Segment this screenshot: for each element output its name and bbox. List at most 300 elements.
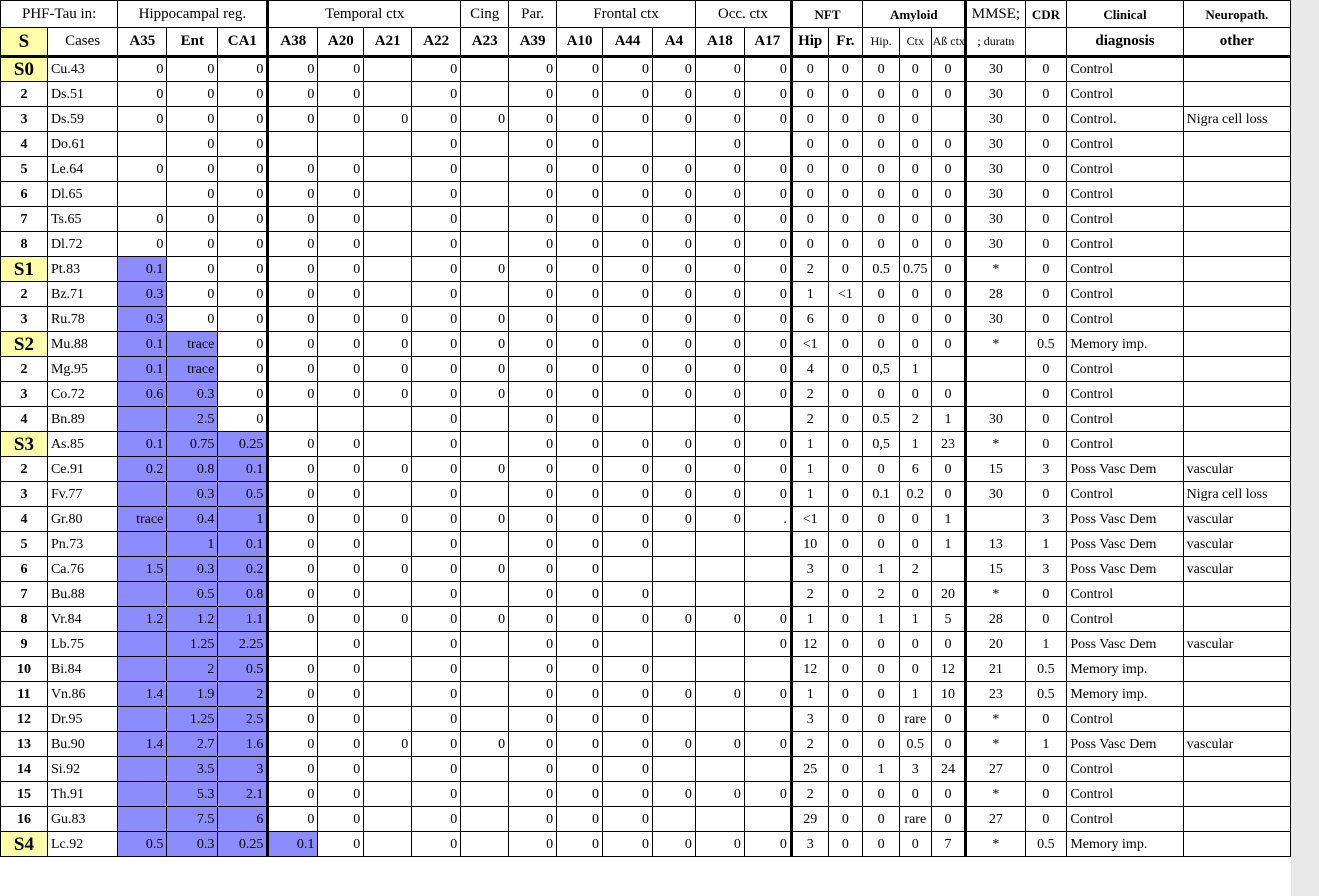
value-cell: 0 (118, 107, 167, 132)
value-cell: trace (118, 507, 167, 532)
value-cell: 2 (899, 407, 931, 432)
value-cell: 0 (557, 682, 603, 707)
value-cell: 3 (791, 557, 828, 582)
value-cell (1183, 182, 1290, 207)
value-cell: Memory imp. (1067, 657, 1183, 682)
value-cell: 1 (899, 357, 931, 382)
table-row[interactable] (1, 207, 1291, 232)
value-cell: 2.5 (167, 407, 218, 432)
table-row[interactable] (1, 257, 1291, 282)
case-id: Mg.95 (47, 357, 117, 382)
value-cell: 5.3 (167, 782, 218, 807)
value-cell: 0 (1025, 357, 1067, 382)
value-cell: 0 (268, 582, 318, 607)
value-cell: vascular (1183, 457, 1290, 482)
value-cell: 1 (931, 532, 966, 557)
value-cell: 0 (899, 107, 931, 132)
row-index: 8 (1, 232, 48, 257)
value-cell: 2 (791, 382, 828, 407)
value-cell: 0 (603, 207, 653, 232)
value-cell: 0 (1025, 257, 1067, 282)
header-area-cell: A35 (118, 28, 167, 57)
value-cell: 1 (863, 607, 900, 632)
value-cell: 0 (899, 232, 931, 257)
value-cell: 0 (931, 182, 966, 207)
value-cell: Control (1067, 607, 1183, 632)
value-cell: 0 (695, 182, 744, 207)
row-index: 15 (1, 782, 48, 807)
value-cell: 0 (899, 82, 931, 107)
value-cell: 0.3 (118, 307, 167, 332)
value-cell (653, 407, 696, 432)
case-id: Mu.88 (47, 332, 117, 357)
header-row-groups (1, 1, 1291, 28)
value-cell: 0 (412, 757, 461, 782)
case-id: Co.72 (47, 382, 117, 407)
header-area-cell: diagnosis (1067, 28, 1183, 57)
value-cell: * (966, 732, 1025, 757)
table-row[interactable] (1, 632, 1291, 657)
value-cell (364, 282, 412, 307)
row-index: 2 (1, 282, 48, 307)
value-cell: 0 (863, 832, 900, 857)
case-id: Ru.78 (47, 307, 117, 332)
table-row[interactable] (1, 157, 1291, 182)
value-cell: 0 (318, 832, 364, 857)
value-cell (461, 682, 509, 707)
value-cell (966, 382, 1025, 407)
table-row[interactable] (1, 57, 1291, 82)
table-row[interactable] (1, 382, 1291, 407)
value-cell: 0 (931, 782, 966, 807)
value-cell: 0.25 (218, 832, 268, 857)
table-row[interactable] (1, 357, 1291, 382)
table-row[interactable] (1, 132, 1291, 157)
value-cell (744, 707, 791, 732)
row-index: 5 (1, 157, 48, 182)
value-cell: 0 (931, 307, 966, 332)
value-cell: 0 (318, 557, 364, 582)
value-cell: 0 (218, 57, 268, 82)
value-cell: 0 (931, 82, 966, 107)
value-cell: 0 (509, 207, 557, 232)
value-cell (461, 57, 509, 82)
value-cell: 0 (167, 182, 218, 207)
value-cell: 0 (695, 482, 744, 507)
case-id: Ca.76 (47, 557, 117, 582)
table-row[interactable] (1, 232, 1291, 257)
value-cell: 0 (218, 357, 268, 382)
value-cell (268, 632, 318, 657)
value-cell: 0 (557, 232, 603, 257)
value-cell: 0 (268, 82, 318, 107)
value-cell: 0 (653, 207, 696, 232)
table-row[interactable] (1, 407, 1291, 432)
table-row[interactable] (1, 557, 1291, 582)
value-cell: Control (1067, 132, 1183, 157)
value-cell: * (966, 257, 1025, 282)
value-cell: 0 (603, 657, 653, 682)
value-cell: 0 (1025, 782, 1067, 807)
value-cell: 0 (931, 482, 966, 507)
value-cell: 0 (167, 107, 218, 132)
value-cell: 0 (828, 807, 863, 832)
value-cell: 0 (791, 57, 828, 82)
value-cell: 27 (966, 757, 1025, 782)
value-cell: 0 (167, 132, 218, 157)
table-row[interactable] (1, 707, 1291, 732)
value-cell (1183, 707, 1290, 732)
table-row[interactable] (1, 107, 1291, 132)
header-area-cell: Cases (47, 28, 117, 57)
value-cell: 2 (791, 582, 828, 607)
row-index: 11 (1, 682, 48, 707)
value-cell: 0 (931, 132, 966, 157)
value-cell: Memory imp. (1067, 682, 1183, 707)
value-cell: 0 (863, 82, 900, 107)
value-cell: 0 (509, 707, 557, 732)
header-area-cell: A18 (695, 28, 744, 57)
value-cell: 1 (1025, 532, 1067, 557)
row-index: 7 (1, 582, 48, 607)
case-id: Vn.86 (47, 682, 117, 707)
value-cell: 0 (695, 257, 744, 282)
value-cell: 0 (744, 457, 791, 482)
value-cell: 0 (828, 107, 863, 132)
value-cell: 0 (318, 582, 364, 607)
case-id: Bu.90 (47, 732, 117, 757)
value-cell: 0 (412, 557, 461, 582)
value-cell: 0 (899, 507, 931, 532)
value-cell (364, 632, 412, 657)
value-cell: 0.5 (218, 657, 268, 682)
value-cell: 0 (318, 257, 364, 282)
table-row[interactable] (1, 457, 1291, 482)
value-cell: 0 (603, 682, 653, 707)
value-cell: 0 (167, 207, 218, 232)
value-cell: 0 (557, 382, 603, 407)
table-row[interactable] (1, 607, 1291, 632)
table-row[interactable] (1, 657, 1291, 682)
value-cell: 0 (318, 432, 364, 457)
value-cell (318, 407, 364, 432)
value-cell: 0 (412, 607, 461, 632)
value-cell: 0 (461, 507, 509, 532)
value-cell: 0 (695, 107, 744, 132)
value-cell: 0 (744, 257, 791, 282)
value-cell: 0 (412, 507, 461, 532)
case-id: Ds.51 (47, 82, 117, 107)
value-cell: 0.5 (1025, 657, 1067, 682)
value-cell: 0.1 (118, 257, 167, 282)
value-cell: 0 (1025, 207, 1067, 232)
row-index: 10 (1, 657, 48, 682)
value-cell (364, 157, 412, 182)
value-cell (461, 707, 509, 732)
value-cell: 0 (412, 682, 461, 707)
value-cell: 0 (791, 82, 828, 107)
table-row[interactable] (1, 307, 1291, 332)
value-cell: 0 (863, 457, 900, 482)
value-cell: 0 (828, 332, 863, 357)
value-cell: 0 (509, 107, 557, 132)
value-cell (1183, 582, 1290, 607)
value-cell: 30 (966, 207, 1025, 232)
table-row[interactable] (1, 782, 1291, 807)
value-cell: 0 (268, 682, 318, 707)
value-cell: 0 (557, 107, 603, 132)
value-cell: 0 (509, 457, 557, 482)
value-cell: 0 (603, 482, 653, 507)
value-cell: 0 (412, 632, 461, 657)
header-area-cell: CA1 (218, 28, 268, 57)
value-cell: 0 (653, 607, 696, 632)
value-cell: 0 (695, 282, 744, 307)
value-cell: 0 (268, 232, 318, 257)
value-cell: 0 (412, 207, 461, 232)
value-cell: Poss Vasc Dem (1067, 457, 1183, 482)
table-row[interactable] (1, 432, 1291, 457)
value-cell: 0 (828, 632, 863, 657)
value-cell: 28 (966, 607, 1025, 632)
table-row[interactable] (1, 82, 1291, 107)
table-row[interactable] (1, 332, 1291, 357)
value-cell: 0 (318, 532, 364, 557)
value-cell: 3 (218, 757, 268, 782)
table-row[interactable] (1, 482, 1291, 507)
value-cell: 0 (744, 282, 791, 307)
value-cell: 0 (744, 157, 791, 182)
value-cell: Control (1067, 707, 1183, 732)
value-cell: 0.75 (899, 257, 931, 282)
value-cell: 0 (863, 282, 900, 307)
table-row[interactable] (1, 807, 1291, 832)
header-area-cell: Aß ctx (931, 28, 966, 57)
header-area-cell: S (1, 28, 48, 57)
value-cell: 0 (899, 57, 931, 82)
value-cell: 0 (118, 207, 167, 232)
value-cell: vascular (1183, 732, 1290, 757)
value-cell (364, 182, 412, 207)
value-cell: 0 (744, 782, 791, 807)
value-cell: 0 (931, 157, 966, 182)
value-cell: 0 (863, 132, 900, 157)
table-row[interactable] (1, 532, 1291, 557)
value-cell: 0 (364, 332, 412, 357)
header-group-cell: Neuropath. (1183, 1, 1290, 28)
value-cell: 0 (167, 157, 218, 182)
header-group-cell: Amyloid (863, 1, 966, 28)
value-cell: 0 (318, 757, 364, 782)
header-area-cell: A38 (268, 28, 318, 57)
value-cell: 0 (653, 82, 696, 107)
value-cell (461, 207, 509, 232)
value-cell: 0 (364, 107, 412, 132)
value-cell: 0 (863, 232, 900, 257)
value-cell: 0 (268, 782, 318, 807)
value-cell (1183, 307, 1290, 332)
value-cell (1183, 382, 1290, 407)
value-cell: 1 (899, 682, 931, 707)
value-cell: 0.2 (899, 482, 931, 507)
value-cell: Control (1067, 307, 1183, 332)
value-cell: 0 (167, 57, 218, 82)
value-cell: 0 (863, 382, 900, 407)
value-cell: 5 (931, 607, 966, 632)
value-cell: 0.1 (118, 357, 167, 382)
value-cell: <1 (791, 507, 828, 532)
value-cell: 0.5 (118, 832, 167, 857)
value-cell (1183, 757, 1290, 782)
value-cell: 0 (695, 432, 744, 457)
value-cell: 0 (412, 357, 461, 382)
value-cell: 0 (653, 57, 696, 82)
value-cell: 0 (653, 432, 696, 457)
value-cell (461, 282, 509, 307)
value-cell: 0 (899, 332, 931, 357)
value-cell: rare (899, 807, 931, 832)
value-cell (1183, 832, 1290, 857)
value-cell: 0 (364, 382, 412, 407)
value-cell (653, 582, 696, 607)
value-cell (653, 632, 696, 657)
table-row[interactable] (1, 282, 1291, 307)
value-cell: 0.1 (118, 432, 167, 457)
table-row[interactable] (1, 507, 1291, 532)
value-cell: Control (1067, 157, 1183, 182)
value-cell: 0 (603, 382, 653, 407)
value-cell: 30 (966, 307, 1025, 332)
value-cell: 1 (218, 507, 268, 532)
value-cell (364, 707, 412, 732)
value-cell: 0 (118, 57, 167, 82)
value-cell: 0 (695, 307, 744, 332)
header-group-cell: MMSE; (966, 1, 1025, 28)
table-row[interactable] (1, 757, 1291, 782)
value-cell (364, 757, 412, 782)
value-cell: 0 (509, 607, 557, 632)
value-cell: vascular (1183, 632, 1290, 657)
value-cell: 0 (557, 807, 603, 832)
value-cell: * (966, 832, 1025, 857)
table-row[interactable] (1, 832, 1291, 857)
value-cell: 2 (791, 732, 828, 757)
value-cell: 0 (828, 732, 863, 757)
value-cell: 0 (791, 132, 828, 157)
value-cell: 0 (318, 232, 364, 257)
value-cell: 0.6 (118, 382, 167, 407)
value-cell: 1 (791, 607, 828, 632)
value-cell: 0 (557, 282, 603, 307)
table-row[interactable] (1, 582, 1291, 607)
value-cell: 0 (509, 757, 557, 782)
value-cell: 0,5 (863, 432, 900, 457)
value-cell: 0 (268, 532, 318, 557)
value-cell: 0 (695, 782, 744, 807)
header-area-cell (1025, 28, 1067, 57)
value-cell: 0 (653, 232, 696, 257)
value-cell: 0 (268, 357, 318, 382)
row-index: 4 (1, 132, 48, 157)
row-index: 3 (1, 382, 48, 407)
value-cell: 0 (603, 607, 653, 632)
value-cell: 0 (218, 382, 268, 407)
value-cell: 0 (791, 107, 828, 132)
value-cell: 0 (167, 232, 218, 257)
value-cell: 0 (509, 407, 557, 432)
value-cell: 1 (863, 557, 900, 582)
value-cell: 0 (863, 57, 900, 82)
value-cell: 0 (412, 482, 461, 507)
value-cell (461, 432, 509, 457)
value-cell: 1.5 (118, 557, 167, 582)
value-cell: 30 (966, 107, 1025, 132)
value-cell: 1.25 (167, 707, 218, 732)
value-cell: 0 (318, 607, 364, 632)
value-cell (364, 132, 412, 157)
value-cell: Nigra cell loss (1183, 107, 1290, 132)
table-row[interactable] (1, 682, 1291, 707)
value-cell (1183, 132, 1290, 157)
value-cell: 0 (364, 457, 412, 482)
value-cell: 0 (509, 632, 557, 657)
value-cell: 0 (218, 332, 268, 357)
value-cell: 0 (318, 82, 364, 107)
value-cell: 0 (899, 207, 931, 232)
value-cell: 0 (828, 407, 863, 432)
row-index: 4 (1, 507, 48, 532)
value-cell: 0 (1025, 57, 1067, 82)
value-cell: 0 (268, 557, 318, 582)
value-cell: 0 (899, 132, 931, 157)
value-cell: 0 (695, 357, 744, 382)
row-index: 16 (1, 807, 48, 832)
value-cell (118, 807, 167, 832)
value-cell: 0 (791, 182, 828, 207)
value-cell: 0 (653, 382, 696, 407)
value-cell: 0 (931, 732, 966, 757)
value-cell: 15 (966, 457, 1025, 482)
value-cell: 20 (966, 632, 1025, 657)
value-cell: 0 (828, 382, 863, 407)
row-index: 2 (1, 457, 48, 482)
row-index: 2 (1, 82, 48, 107)
value-cell: 0 (557, 707, 603, 732)
value-cell (931, 107, 966, 132)
value-cell (695, 582, 744, 607)
value-cell: 0 (218, 182, 268, 207)
stage-badge: S0 (1, 57, 48, 82)
value-cell: * (966, 707, 1025, 732)
header-area-cell: A22 (412, 28, 461, 57)
value-cell: 0 (412, 157, 461, 182)
value-cell: 0 (268, 57, 318, 82)
value-cell: 0 (509, 782, 557, 807)
value-cell (1183, 207, 1290, 232)
value-cell: 0 (603, 182, 653, 207)
value-cell: 0.1 (218, 457, 268, 482)
value-cell (118, 782, 167, 807)
table-row[interactable] (1, 732, 1291, 757)
value-cell: 0 (268, 757, 318, 782)
value-cell: 0 (744, 607, 791, 632)
value-cell: 0 (603, 282, 653, 307)
value-cell: Memory imp. (1067, 832, 1183, 857)
value-cell: 0 (318, 732, 364, 757)
value-cell (364, 782, 412, 807)
value-cell: 1 (931, 407, 966, 432)
table-row[interactable] (1, 182, 1291, 207)
